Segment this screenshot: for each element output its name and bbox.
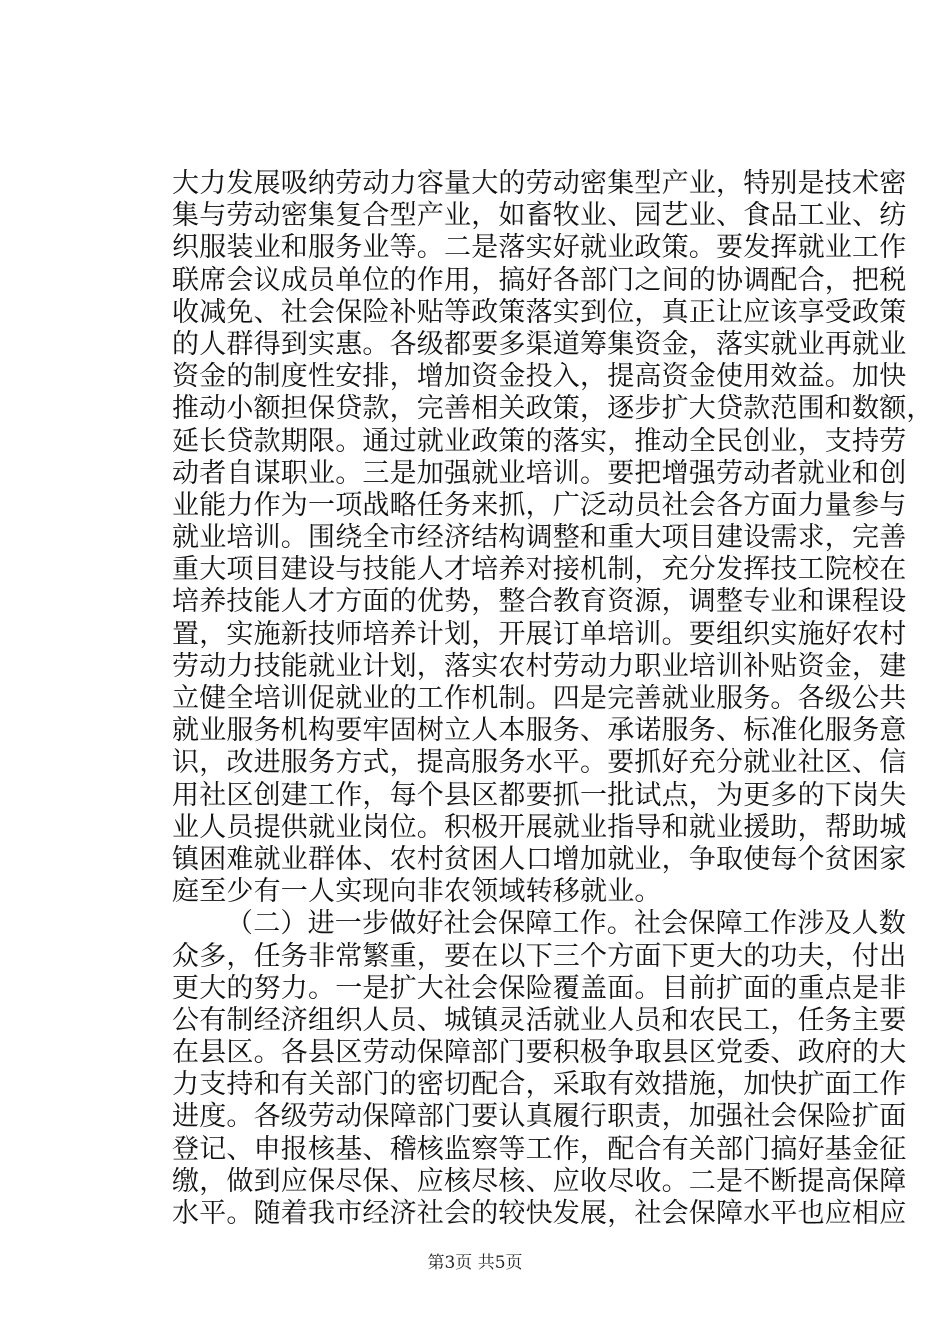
text-line: 收减免、社会保险补贴等政策落实到位，真正让应该享受政策: [172, 296, 907, 328]
text-line: 立健全培训促就业的工作机制。四是完善就业服务。各级公共: [172, 683, 907, 714]
text-line: 集与劳动密集复合型产业，如畜牧业、园艺业、食品工业、纺: [172, 200, 907, 232]
text-line: 推动小额担保贷款，完善相关政策，逐步扩大贷款范围和数额，: [172, 393, 934, 425]
text-line: 培养技能人才方面的优势，整合教育资源，调整专业和课程设: [172, 586, 907, 618]
text-line: 重大项目建设与技能人才培养对接机制，充分发挥技工院校在: [172, 554, 907, 586]
text-line: 延长贷款期限。通过就业政策的落实，推动全民创业，支持劳: [172, 425, 907, 457]
text-line: 进度。各级劳动保障部门要认真履行职责，加强社会保险扩面: [172, 1101, 907, 1133]
text-line: 业人员提供就业岗位。积极开展就业指导和就业援助，帮助城: [172, 811, 907, 843]
text-line: 大力发展吸纳劳动力容量大的劳动密集型产业，特别是技术密: [172, 168, 907, 199]
text-line: 的人群得到实惠。各级都要多渠道筹集资金，落实就业再就业: [172, 328, 907, 360]
text-line: 水平。随着我市经济社会的较快发展，社会保障水平也应相应: [172, 1198, 907, 1229]
text-line: 力支持和有关部门的密切配合，采取有效措施，加快扩面工作: [172, 1069, 907, 1101]
text-line: 联席会议成员单位的作用，搞好各部门之间的协调配合，把税: [172, 264, 907, 296]
text-line: 镇困难就业群体、农村贫困人口增加就业，争取使每个贫困家: [172, 843, 907, 875]
text-line: 在县区。各县区劳动保障部门要积极争取县区党委、政府的大: [172, 1037, 907, 1069]
paragraph-start-line: （二）进一步做好社会保障工作。社会保障工作涉及人数: [226, 908, 906, 940]
text-line: 用社区创建工作，每个县区都要抓一批试点，为更多的下岗失: [172, 779, 907, 811]
text-line: 业能力作为一项战略任务来抓，广泛动员社会各方面力量参与: [172, 489, 907, 521]
text-line: 劳动力技能就业计划，落实农村劳动力职业培训补贴资金，建: [172, 650, 907, 682]
text-line: 庭至少有一人实现向非农领域转移就业。: [172, 876, 662, 908]
text-line: 就业服务机构要牢固树立人本服务、承诺服务、标准化服务意: [172, 715, 907, 747]
text-line: 更大的努力。一是扩大社会保险覆盖面。目前扩面的重点是非: [172, 972, 907, 1004]
text-line: 动者自谋职业。三是加强就业培训。要把增强劳动者就业和创: [172, 457, 907, 489]
text-line: 众多，任务非常繁重，要在以下三个方面下更大的功夫，付出: [172, 940, 907, 972]
text-line: 缴，做到应保尽保、应核尽核、应收尽收。二是不断提高保障: [172, 1165, 907, 1197]
text-line: 识，改进服务方式，提高服务水平。要抓好充分就业社区、信: [172, 747, 907, 779]
body-text: [172, 168, 934, 1230]
text-line: 公有制经济组织人员、城镇灵活就业人员和农民工，任务主要: [172, 1004, 907, 1036]
text-line: 登记、申报核基、稽核监察等工作，配合有关部门搞好基金征: [172, 1133, 907, 1165]
page-footer: 第3页 共5页: [427, 1253, 523, 1273]
text-line: 就业培训。围绕全市经济结构调整和重大项目建设需求，完善: [172, 522, 907, 554]
text-line: 置，实施新技师培养计划，开展订单培训。要组织实施好农村: [172, 618, 907, 650]
text-line: 资金的制度性安排，增加资金投入，提高资金使用效益。加快: [172, 361, 907, 393]
text-line: 织服装业和服务业等。二是落实好就业政策。要发挥就业工作: [172, 232, 907, 264]
